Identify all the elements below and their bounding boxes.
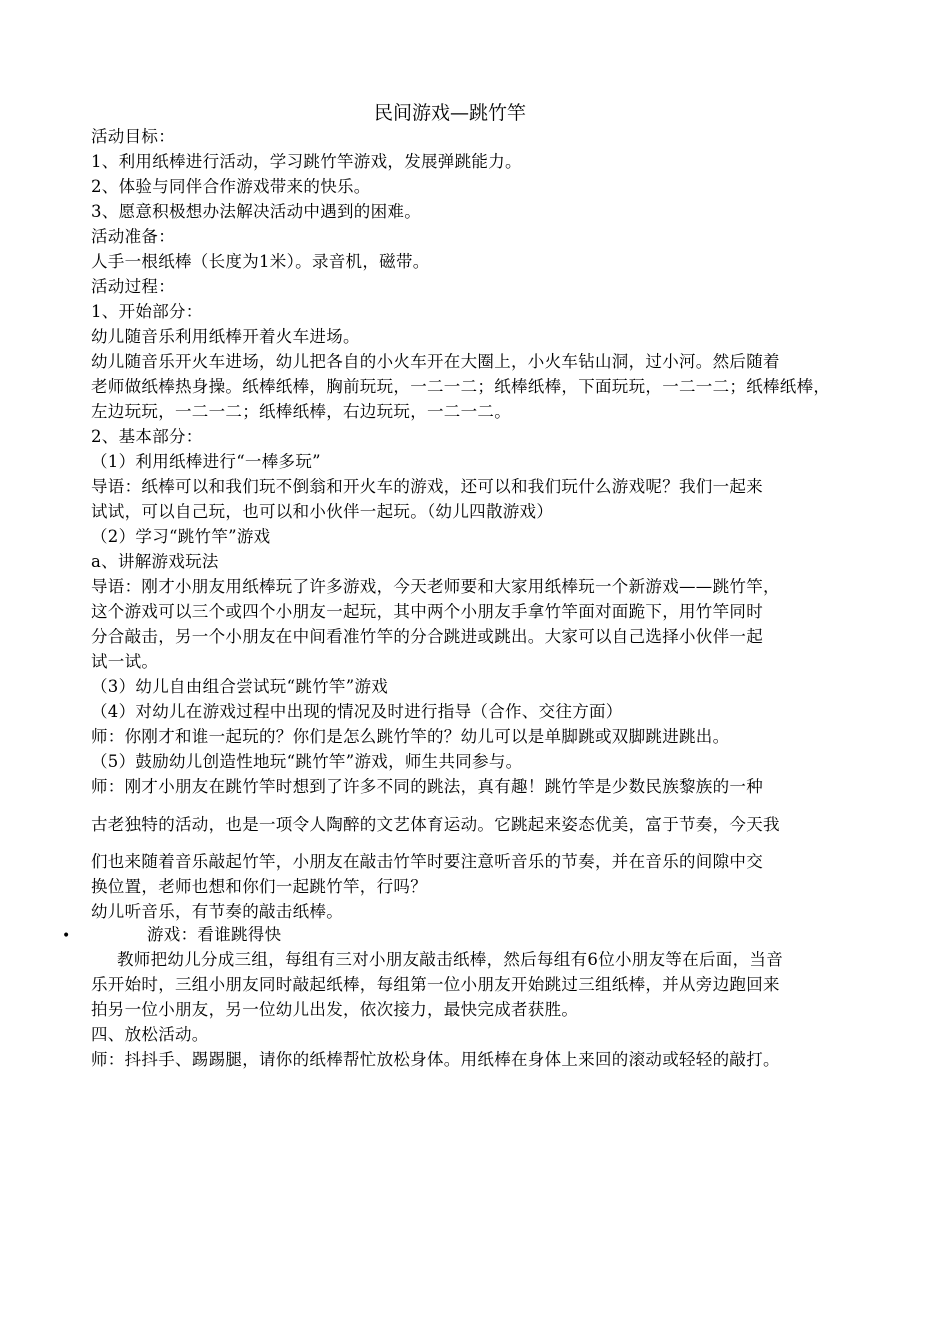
text-line: 导语：刚才小朋友用纸棒玩了许多游戏，今天老师要和大家用纸棒玩一个新游戏——跳竹竿，	[91, 577, 780, 596]
text-line: 3、愿意积极想办法解决活动中遇到的困难。	[91, 202, 421, 221]
list-bullet: •	[62, 928, 71, 944]
text-line: （4）对幼儿在游戏过程中出现的情况及时进行指导（合作、交往方面）	[91, 702, 623, 721]
text-line: 师：你刚才和谁一起玩的？你们是怎么跳竹竿的？幼儿可以是单脚跳或双脚跳进跳出。	[91, 727, 730, 746]
text-line: 分合敲击，另一个小朋友在中间看准竹竿的分合跳进或跳出。大家可以自己选择小伙伴一起	[91, 627, 763, 646]
text-line: 拍另一位小朋友，另一位幼儿出发，依次接力，最快完成者获胜。	[91, 1000, 579, 1019]
text-line: a、讲解游戏玩法	[91, 552, 219, 571]
document-title: 民间游戏—跳竹竿	[373, 102, 526, 124]
text-line: 人手一根纸棒（长度为1米）。录音机，磁带。	[91, 252, 430, 271]
text-line: 活动过程：	[91, 277, 175, 296]
text-line: 游戏：看谁跳得快	[147, 925, 282, 944]
text-line: （2）学习“跳竹竿”游戏	[91, 527, 271, 546]
text-line: 活动准备：	[91, 227, 175, 246]
text-line: 们也来随着音乐敲起竹竿，小朋友在敲击竹竿时要注意听音乐的节奏，并在音乐的间隙中交	[91, 852, 763, 871]
text-line: 换位置，老师也想和你们一起跳竹竿，行吗？	[91, 877, 427, 896]
text-line: 古老独特的活动，也是一项令人陶醉的文艺体育运动。它跳起来姿态优美，富于节奏，今天我	[91, 815, 780, 834]
text-line: 幼儿随音乐开火车进场，幼儿把各自的小火车开在大圈上，小火车钻山洞，过小河。然后随着	[91, 352, 780, 371]
text-line: （1）利用纸棒进行“一棒多玩”	[91, 452, 321, 471]
text-line: 这个游戏可以三个或四个小朋友一起玩，其中两个小朋友手拿竹竿面对面跪下，用竹竿同时	[91, 602, 763, 621]
text-line: 导语：纸棒可以和我们玩不倒翁和开火车的游戏，还可以和我们玩什么游戏呢？我们一起来	[91, 477, 763, 496]
text-line: 左边玩玩，一二一二；纸棒纸棒，右边玩玩，一二一二。	[91, 402, 511, 421]
text-line: 1、开始部分：	[91, 302, 203, 321]
text-line: 2、基本部分：	[91, 427, 203, 446]
text-line: 乐开始时，三组小朋友同时敲起纸棒，每组第一位小朋友开始跳过三组纸棒，并从旁边跑回来	[91, 975, 780, 994]
text-line: 2、体验与同伴合作游戏带来的快乐。	[91, 177, 371, 196]
text-line: 活动目标：	[91, 127, 175, 146]
text-line: 1、利用纸棒进行活动，学习跳竹竿游戏，发展弹跳能力。	[91, 152, 522, 171]
text-line: （5）鼓励幼儿创造性地玩“跳竹竿”游戏，师生共同参与。	[91, 752, 523, 771]
text-line: 试试，可以自己玩，也可以和小伙伴一起玩。（幼儿四散游戏）	[91, 502, 554, 521]
text-line: （3）幼儿自由组合尝试玩“跳竹竿”游戏	[91, 677, 389, 696]
text-line: 幼儿随音乐利用纸棒开着火车进场。	[91, 327, 360, 346]
text-line: 师：刚才小朋友在跳竹竿时想到了许多不同的跳法，真有趣！跳竹竿是少数民族黎族的一种	[91, 777, 763, 796]
text-line: 老师做纸棒热身操。纸棒纸棒，胸前玩玩，一二一二；纸棒纸棒，下面玩玩，一二一二；纸棒纸棒，	[91, 377, 831, 396]
text-line: 幼儿听音乐，有节奏的敲击纸棒。	[91, 902, 343, 921]
text-line: 试一试。	[91, 652, 159, 671]
text-line: 教师把幼儿分成三组，每组有三对小朋友敲击纸棒，然后每组有6位小朋友等在后面，当音	[117, 950, 783, 969]
text-line: 四、放松活动。	[91, 1025, 209, 1044]
text-line: 师：抖抖手、踢踢腿，请你的纸棒帮忙放松身体。用纸棒在身体上来回的滚动或轻轻的敲打。	[91, 1050, 780, 1069]
